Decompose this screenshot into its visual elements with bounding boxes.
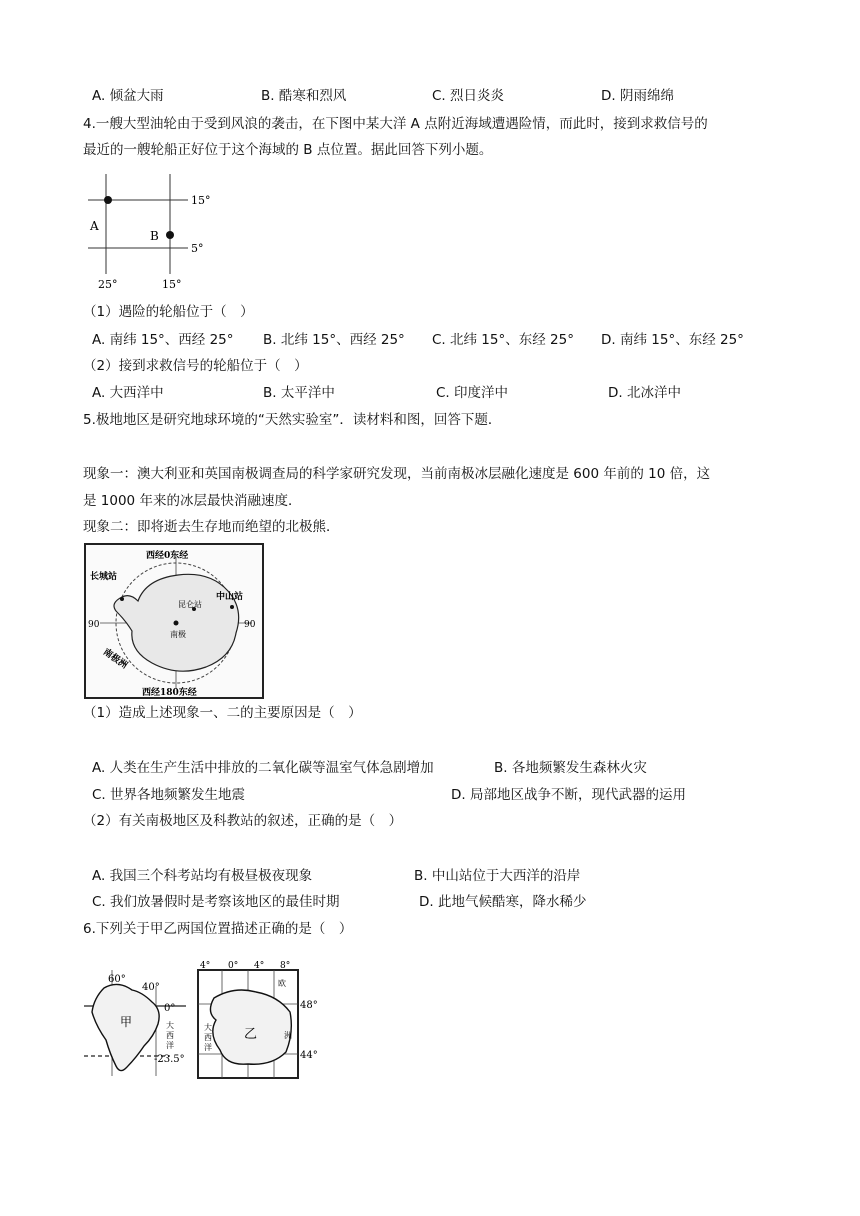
q6-stem: 6.下列关于甲乙两国位置描述正确的是（ ） bbox=[83, 921, 353, 937]
q5-phenomenon1-line1: 现象一：澳大利亚和英国南极调查局的科学家研究发现，当前南极冰层融化速度是 600 年前的 10 倍，这 bbox=[83, 466, 711, 482]
map-top-label: 西经0东经 bbox=[146, 551, 189, 561]
q3-option-c: C. 烈日炎炎 bbox=[432, 88, 505, 104]
yi-top-label-1: 4° bbox=[200, 961, 211, 971]
q6-map-jia bbox=[82, 962, 188, 1080]
q4-sub2-option-b: B. 太平洋中 bbox=[263, 385, 335, 401]
point-b-marker bbox=[166, 231, 174, 239]
yi-ocean-2: 西 bbox=[204, 1033, 212, 1042]
jia-label-0: 0° bbox=[164, 1003, 176, 1014]
pole-marker bbox=[174, 621, 179, 626]
q4-sub2-prompt: （2）接到求救信号的轮船位于（ ） bbox=[83, 358, 308, 374]
lat-bottom-label: 5° bbox=[191, 242, 204, 255]
q6-map-yi bbox=[194, 958, 324, 1082]
q4-stem-line1: 4.一艘大型油轮由于受到风浪的袭击，在下图中某大洋 A 点附近海域遭遇险情，而此时，接到求救信号的 bbox=[83, 116, 708, 132]
yi-country-label: 乙 bbox=[244, 1027, 258, 1042]
point-b-label: B bbox=[150, 229, 159, 243]
q5-sub1-option-a: A. 人类在生产生活中排放的二氧化碳等温室气体急剧增加 bbox=[92, 760, 434, 776]
zhongshan-label: 中山站 bbox=[216, 592, 244, 602]
jia-country-label: 甲 bbox=[120, 1015, 133, 1029]
kunlun-label: 昆仑站 bbox=[178, 600, 202, 609]
antarctica-map bbox=[84, 543, 264, 699]
yi-top-label-3: 4° bbox=[254, 961, 265, 971]
q4-sub2-option-d: D. 北冰洋中 bbox=[608, 385, 681, 401]
changcheng-label: 长城站 bbox=[90, 572, 118, 582]
jia-label-40: 40° bbox=[142, 982, 160, 993]
yi-tag-1: 欧 bbox=[278, 979, 286, 988]
lat-top-label: 15° bbox=[191, 194, 211, 207]
yi-label-48: 48° bbox=[300, 1000, 318, 1011]
continent-label: 南极洲 bbox=[101, 647, 129, 671]
q4-grid-figure bbox=[84, 170, 224, 296]
q4-sub1-option-a: A. 南纬 15°、西经 25° bbox=[92, 332, 234, 348]
q4-sub2-option-c: C. 印度洋中 bbox=[436, 385, 509, 401]
q4-sub1-option-b: B. 北纬 15°、西经 25° bbox=[263, 332, 405, 348]
q5-stem: 5.极地地区是研究地球环境的“天然实验室”．读材料和图，回答下题． bbox=[83, 412, 502, 428]
zhongshan-marker bbox=[230, 605, 234, 609]
q5-sub1-option-d: D. 局部地区战争不断，现代武器的运用 bbox=[451, 787, 686, 803]
map-left-90: 90 bbox=[88, 620, 100, 630]
q5-sub1-option-c: C. 世界各地频繁发生地震 bbox=[92, 787, 246, 803]
q3-option-b: B. 酷寒和烈风 bbox=[261, 88, 347, 104]
jia-tropic-label: -23.5° bbox=[154, 1054, 185, 1065]
point-a-marker bbox=[104, 196, 112, 204]
yi-top-label-2: 0° bbox=[228, 961, 239, 971]
lon-right-label: 15° bbox=[162, 278, 182, 291]
yi-top-label-4: 8° bbox=[280, 961, 291, 971]
q5-phenomenon1-line2: 是 1000 年来的冰层最快消融速度． bbox=[83, 493, 302, 509]
jia-ocean-2: 西 bbox=[166, 1031, 174, 1040]
yi-ocean-1: 大 bbox=[204, 1023, 212, 1032]
q5-sub2-option-b: B. 中山站位于大西洋的沿岸 bbox=[414, 868, 581, 884]
yi-label-44: 44° bbox=[300, 1050, 318, 1061]
jia-ocean-3: 洋 bbox=[166, 1041, 174, 1050]
q5-sub1-option-b: B. 各地频繁发生森林火灾 bbox=[494, 760, 647, 776]
jia-label-60: 60° bbox=[108, 974, 126, 985]
yi-tag-2: 洲 bbox=[284, 1031, 292, 1040]
q4-sub1-prompt: （1）遇险的轮船位于（ ） bbox=[83, 304, 254, 320]
q5-phenomenon2: 现象二：即将逝去生存地而绝望的北极熊． bbox=[83, 519, 340, 535]
q5-sub2-prompt: （2）有关南极地区及科教站的叙述，正确的是（ ） bbox=[83, 813, 403, 829]
map-right-90: 90 bbox=[244, 620, 256, 630]
point-a-label: A bbox=[90, 219, 99, 233]
pole-label: 南极 bbox=[170, 630, 186, 639]
q4-sub1-option-c: C. 北纬 15°、东经 25° bbox=[432, 332, 574, 348]
q3-option-a: A. 倾盆大雨 bbox=[92, 88, 164, 104]
q4-sub2-option-a: A. 大西洋中 bbox=[92, 385, 164, 401]
map-bottom-label: 西经180东经 bbox=[142, 688, 197, 697]
jia-ocean-1: 大 bbox=[166, 1021, 174, 1030]
q4-sub1-option-d: D. 南纬 15°、东经 25° bbox=[601, 332, 744, 348]
yi-ocean-3: 洋 bbox=[204, 1043, 212, 1052]
lon-left-label: 25° bbox=[98, 278, 118, 291]
q5-sub2-option-a: A. 我国三个科考站均有极昼极夜现象 bbox=[92, 868, 313, 884]
q3-option-d: D. 阴雨绵绵 bbox=[601, 88, 674, 104]
q5-sub1-prompt: （1）造成上述现象一、二的主要原因是（ ） bbox=[83, 705, 362, 721]
q5-sub2-option-d: D. 此地气候酷寒，降水稀少 bbox=[419, 894, 587, 910]
q4-stem-line2: 最近的一艘轮船正好位于这个海域的 B 点位置。据此回答下列小题。 bbox=[83, 142, 493, 158]
changcheng-marker bbox=[120, 597, 124, 601]
q5-sub2-option-c: C. 我们放暑假时是考察该地区的最佳时期 bbox=[92, 894, 340, 910]
